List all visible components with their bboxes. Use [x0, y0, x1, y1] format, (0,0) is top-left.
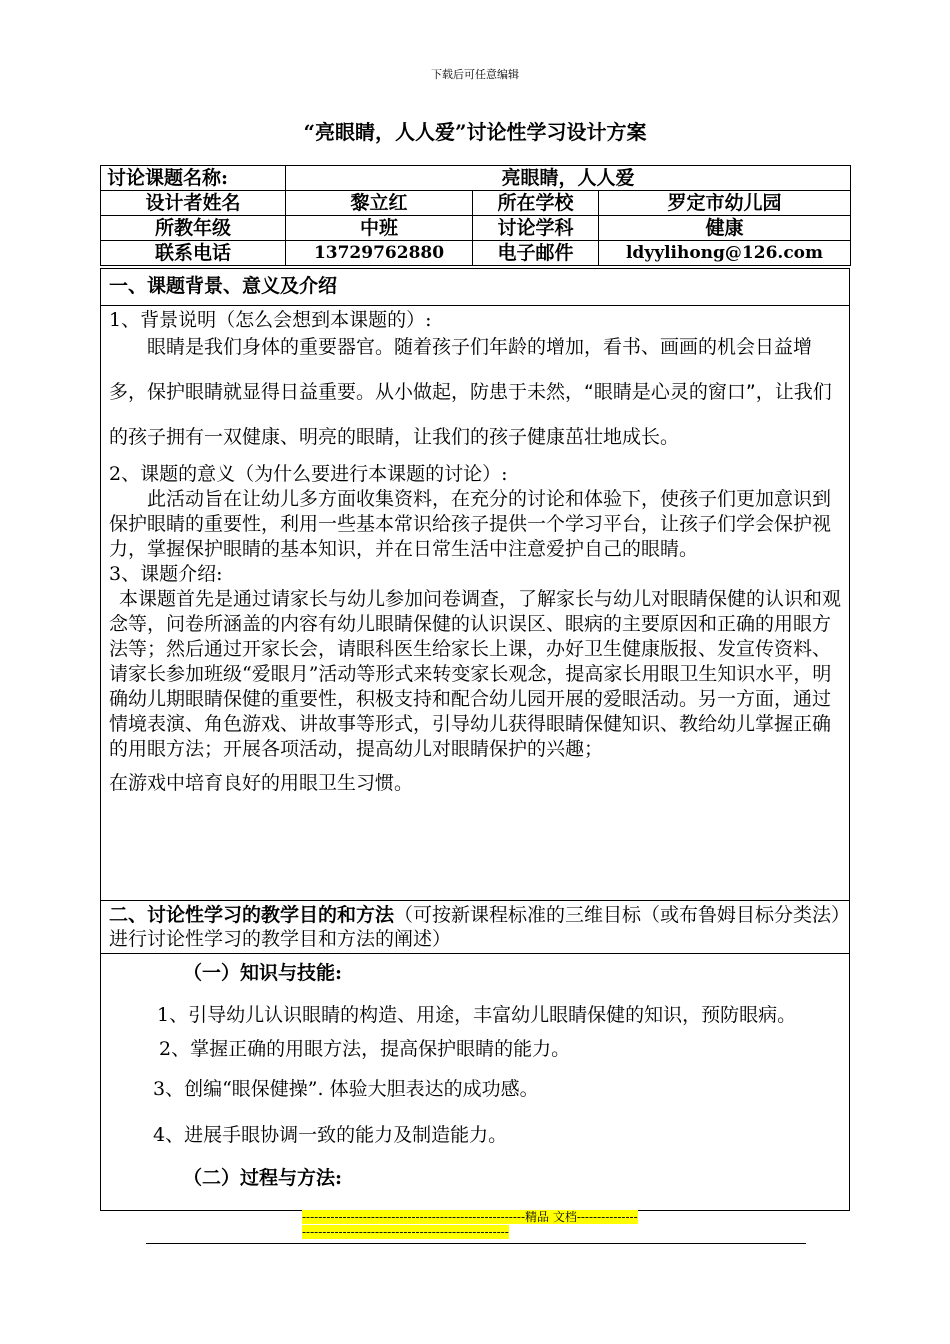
- process-method-heading: （二）过程与方法:: [183, 1167, 343, 1189]
- objective-2: 2、掌握正确的用眼方法，提高保护眼睛的能力。: [159, 1038, 571, 1060]
- objective-4: 4、进展手眼协调一致的能力及制造能力。: [153, 1124, 508, 1146]
- background-text-b: 从小做起，防患于未然，“眼睛是心灵的窗口”，让我们的孩子拥有一双健康、明亮的眼睛，让我们的孩子健康茁壮地成长。: [109, 381, 832, 448]
- section2-body: [100, 953, 850, 1211]
- school-label: 所在学校: [473, 191, 599, 216]
- phone-value: 13729762880: [286, 241, 473, 266]
- grade-label: 所教年级: [101, 216, 286, 241]
- designer-value: 黎立红: [286, 191, 473, 216]
- email-label: 电子邮件: [473, 241, 599, 266]
- intro-text: 本课题首先是通过请家长与幼儿参加问卷调查，了解家长与幼儿对眼睛保健的认识和观念等，问卷所涵盖的内容有幼儿眼睛保健的认识误区、眼病的主要原因和正确的用眼方法等；然后通过开家长会，请眼科医生给家长上课，办好卫生健康版报、发宣传资料、请家长参加班级“爱眼月”活动等形式来转变家长观念，提高家长用眼卫生知识水平，明确幼儿期眼睛保健的重要性，积极支持和配合幼儿园开展的爱眼活动。另一方面，通过情境表演、角色游戏、讲故事等形式，引导幼儿获得眼睛保健知识、教给幼儿掌握正确的用眼方法；开展各项活动，提高幼儿对眼睛保护的兴趣；: [109, 588, 842, 760]
- header-note: 下载后可任意编辑: [431, 68, 519, 81]
- intro-label: 3、课题介绍:: [109, 563, 223, 585]
- background-text-a: 眼睛是我们身体的重要器官。随着孩子们年龄的增加，看书、画画的机会日益增多，保护眼睛就显得日益重要。: [109, 336, 813, 403]
- section1-heading: 一、课题背景、意义及介绍: [100, 268, 850, 306]
- footer-text: -------------------------------------------------------精品 文档------------------------------------------------------------------: [302, 1210, 638, 1239]
- subject-value: 健康: [599, 216, 851, 241]
- subject-label: 讨论学科: [473, 216, 599, 241]
- knowledge-skill-heading: （一）知识与技能:: [183, 962, 343, 984]
- topic-label: 讨论课题名称:: [101, 166, 286, 191]
- grade-value: 中班: [286, 216, 473, 241]
- info-table: [100, 165, 851, 266]
- footer-watermark: [302, 1210, 638, 1240]
- section1-body: [100, 305, 850, 901]
- email-value: ldyylihong@126.com: [599, 241, 851, 266]
- background-label: 1、背景说明（怎么会想到本课题的）:: [109, 309, 432, 331]
- background-text: [109, 325, 841, 460]
- objective-1: 1、引导幼儿认识眼睛的构造、用途，丰富幼儿眼睛保健的知识，预防眼病。: [157, 1004, 797, 1026]
- phone-label: 联系电话: [101, 241, 286, 266]
- meaning-label: 2、课题的意义（为什么要进行本课题的讨论）:: [109, 463, 508, 485]
- section2-heading: [100, 900, 850, 954]
- school-value: 罗定市幼儿园: [599, 191, 851, 216]
- meaning-text: 此活动旨在让幼儿多方面收集资料，在充分的讨论和体验下，使孩子们更加意识到保护眼睛的重要性，利用一些基本常识给孩子提供一个学习平台，让孩子们学会保护视力，掌握保护眼睛的基本知识，并在日常生活中注意爱护自己的眼睛。: [109, 488, 832, 560]
- document-title: “亮眼睛，人人爱”讨论性学习设计方案: [303, 120, 647, 144]
- objective-3: 3、创编“眼保健操”. 体验大胆表达的成功感。: [153, 1078, 539, 1100]
- bottom-rule: [146, 1243, 806, 1244]
- section2-heading-note: （可按新课程标准的三维目标（或布鲁姆目标分类法）进行讨论性学习的教学目和方法的阐述）: [109, 904, 841, 950]
- topic-value: 亮眼睛，人人爱: [286, 166, 851, 191]
- designer-label: 设计者姓名: [101, 191, 286, 216]
- intro-tail: 在游戏中培育良好的用眼卫生习惯。: [109, 772, 414, 794]
- section2-heading-bold: 二、讨论性学习的教学目的和方法: [109, 904, 395, 926]
